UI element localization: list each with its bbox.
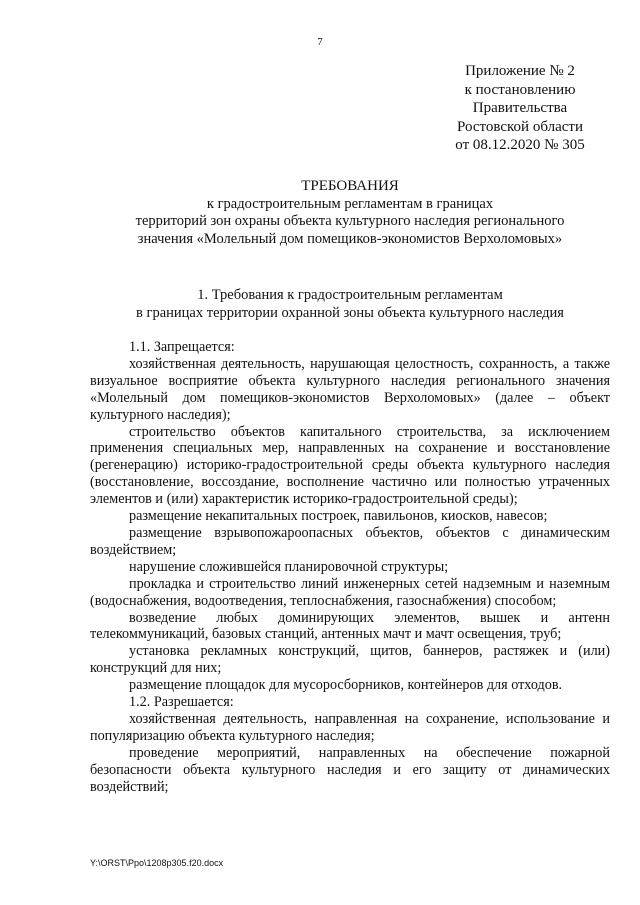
- paragraph: возведение любых доминирующих элементов, вышек и антенн телекоммуникаций, базовых станций, антенных мачт и мачт освещения, труб;: [90, 609, 610, 643]
- paragraph: установка рекламных конструкций, щитов, баннеров, растяжек и (или) конструкций для них;: [90, 643, 610, 677]
- paragraph: размещение взрывопожароопасных объектов, объектов с динамическим воздействием;: [90, 524, 610, 558]
- page-number: 7: [317, 36, 323, 48]
- paragraph: прокладка и строительство линий инженерных сетей надземным и наземным (водоснабжения, водоотведения, теплоснабжения, газоснабжения) способом;: [90, 575, 610, 609]
- document-body: [90, 339, 610, 795]
- section-heading: [90, 287, 610, 322]
- appendix-line: Приложение № 2: [465, 63, 575, 79]
- paragraph: размещение некапитальных построек, павильонов, киосков, навесов;: [129, 508, 548, 525]
- paragraph: хозяйственная деятельность, нарушающая целостность, сохранность, а также визуальное восприятие объекта культурного наследия регионального значения «Молельный дом помещиков-экономистов Верхоломовых» (далее – объект культурного наследия);: [90, 355, 610, 423]
- paragraph: хозяйственная деятельность, направленная на сохранение, использование и популяризацию объекта культурного наследия;: [90, 710, 610, 744]
- paragraph: строительство объектов капитального строительства, за исключением применения специальных мер, направленных на сохранение и восстановление (регенерацию) историко-градостроительной среды объекта культурного наследия (восстановление, воссоздание, восполнение частично или полностью утраченных элементов и (или) характеристик историко-градостроительной среды);: [90, 423, 610, 508]
- clause-heading: 1.1. Запрещается:: [129, 339, 235, 355]
- title-line: к градостроительным регламентам в границах: [206, 195, 494, 212]
- paragraph: проведение мероприятий, направленных на обеспечение пожарной безопасности объекта культурного наследия и его защиту от динамических воздействий;: [90, 744, 610, 795]
- document-title: [90, 178, 610, 248]
- clause-heading: 1.2. Разрешается:: [129, 694, 234, 711]
- file-path-footer: Y:\ORST\Ppo\1208p305.f20.docx: [90, 858, 224, 868]
- paragraph: размещение площадок для мусоросборников, контейнеров для отходов.: [129, 677, 563, 694]
- appendix-line: от 08.12.2020 № 305: [455, 137, 585, 153]
- title-line: значения «Молельный дом помещиков-экономистов Верхоломовых»: [137, 230, 563, 247]
- title-main: ТРЕБОВАНИЯ: [301, 178, 399, 194]
- section-heading-line: в границах территории охранной зоны объекта культурного наследия: [136, 304, 564, 321]
- appendix-line: к постановлению: [464, 81, 576, 98]
- section-heading-line: 1. Требования к градостроительным регламентам: [197, 287, 503, 303]
- title-line: территорий зон охраны объекта культурного наследия регионального: [135, 213, 565, 229]
- paragraph: нарушение сложившейся планировочной структуры;: [129, 558, 449, 575]
- appendix-line: Ростовской области: [457, 118, 583, 135]
- appendix-line: Правительства: [472, 100, 568, 116]
- appendix-header: [440, 62, 600, 155]
